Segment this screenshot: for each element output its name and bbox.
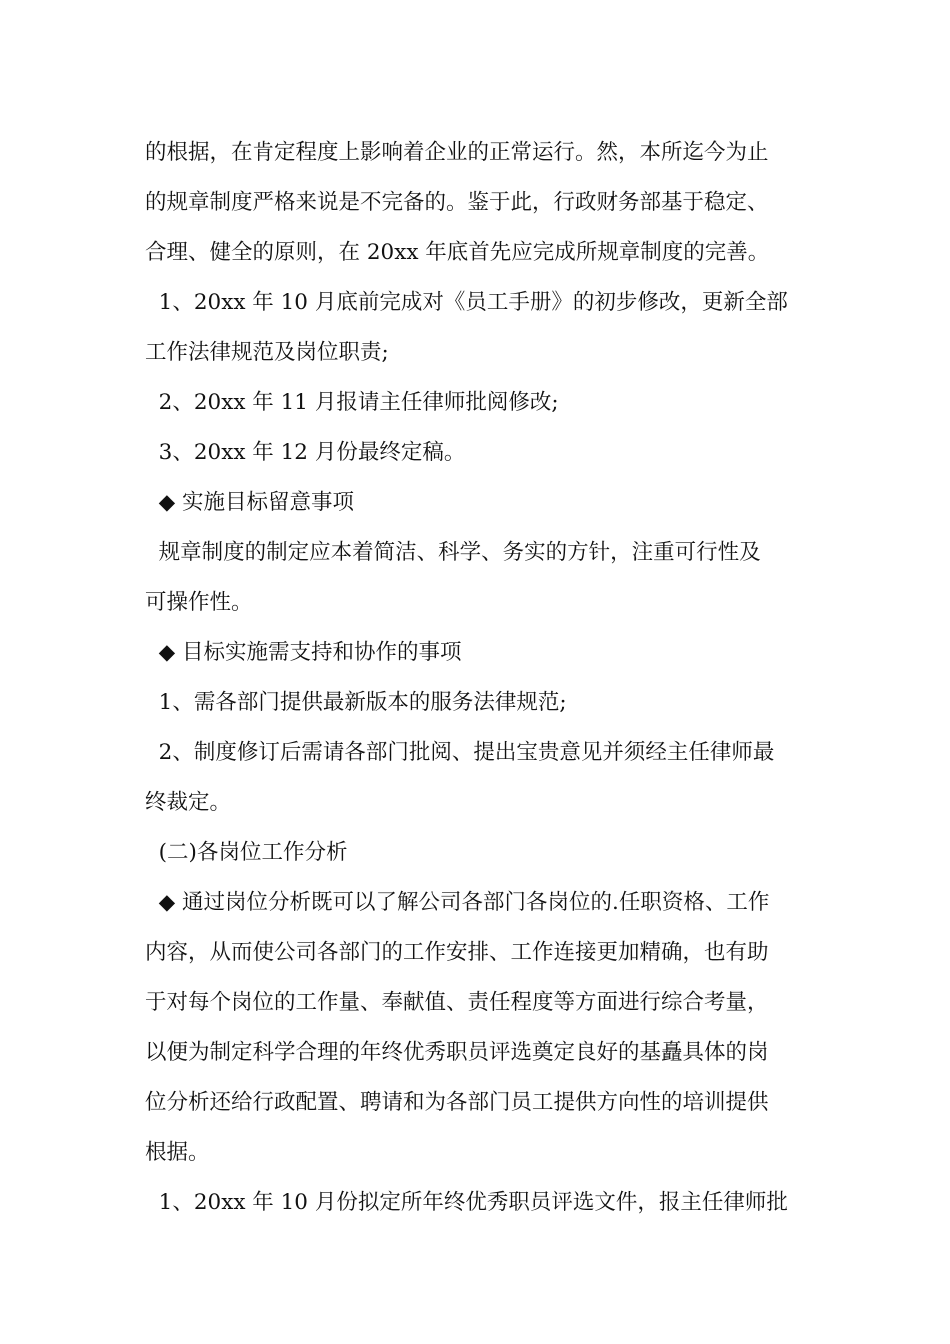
text-line: 2、20xx 年 11 月报请主任律师批阅修改; xyxy=(145,390,559,415)
section-heading: (二)各岗位工作分析 xyxy=(145,840,348,865)
text-line: 1、20xx 年 10 月份拟定所年终优秀职员评选文件，报主任律师批 xyxy=(145,1190,788,1215)
section-heading: ◆ 实施目标留意事项 xyxy=(145,490,355,515)
text-line: 的根据，在肯定程度上影响着企业的正常运行。然，本所迄今为止 xyxy=(145,140,769,165)
text-line: 合理、健全的原则，在 20xx 年底首先应完成所规章制度的完善。 xyxy=(145,240,770,265)
text-line: 以便为制定科学合理的年终优秀职员评选奠定良好的基矗具体的岗 xyxy=(145,1040,769,1065)
text-line: ◆ 通过岗位分析既可以了解公司各部门各岗位的.任职资格、工作 xyxy=(145,890,770,915)
section-heading: ◆ 目标实施需支持和协作的事项 xyxy=(145,640,462,665)
text-line: 1、需各部门提供最新版本的服务法律规范; xyxy=(145,690,567,715)
document-body xyxy=(145,128,810,1228)
text-line: 终裁定。 xyxy=(145,790,232,815)
text-line: 2、制度修订后需请各部门批阅、提出宝贵意见并须经主任律师最 xyxy=(145,740,775,765)
text-line: 工作法律规范及岗位职责; xyxy=(145,340,389,365)
text-line: 的规章制度严格来说是不完备的。鉴于此，行政财务部基于稳定、 xyxy=(145,190,769,215)
text-line: 内容，从而使公司各部门的工作安排、工作连接更加精确，也有助 xyxy=(145,940,769,965)
text-line: 于对每个岗位的工作量、奉献值、责任程度等方面进行综合考量， xyxy=(145,990,769,1015)
text-line: 根据。 xyxy=(145,1140,210,1165)
text-line: 位分析还给行政配置、聘请和为各部门员工提供方向性的培训提供 xyxy=(145,1090,769,1115)
text-line: 可操作性。 xyxy=(145,590,253,615)
text-line: 3、20xx 年 12 月份最终定稿。 xyxy=(145,440,466,465)
text-line: 规章制度的制定应本着简洁、科学、务实的方针，注重可行性及 xyxy=(145,540,761,565)
text-line: 1、20xx 年 10 月底前完成对《员工手册》的初步修改，更新全部 xyxy=(145,290,788,315)
